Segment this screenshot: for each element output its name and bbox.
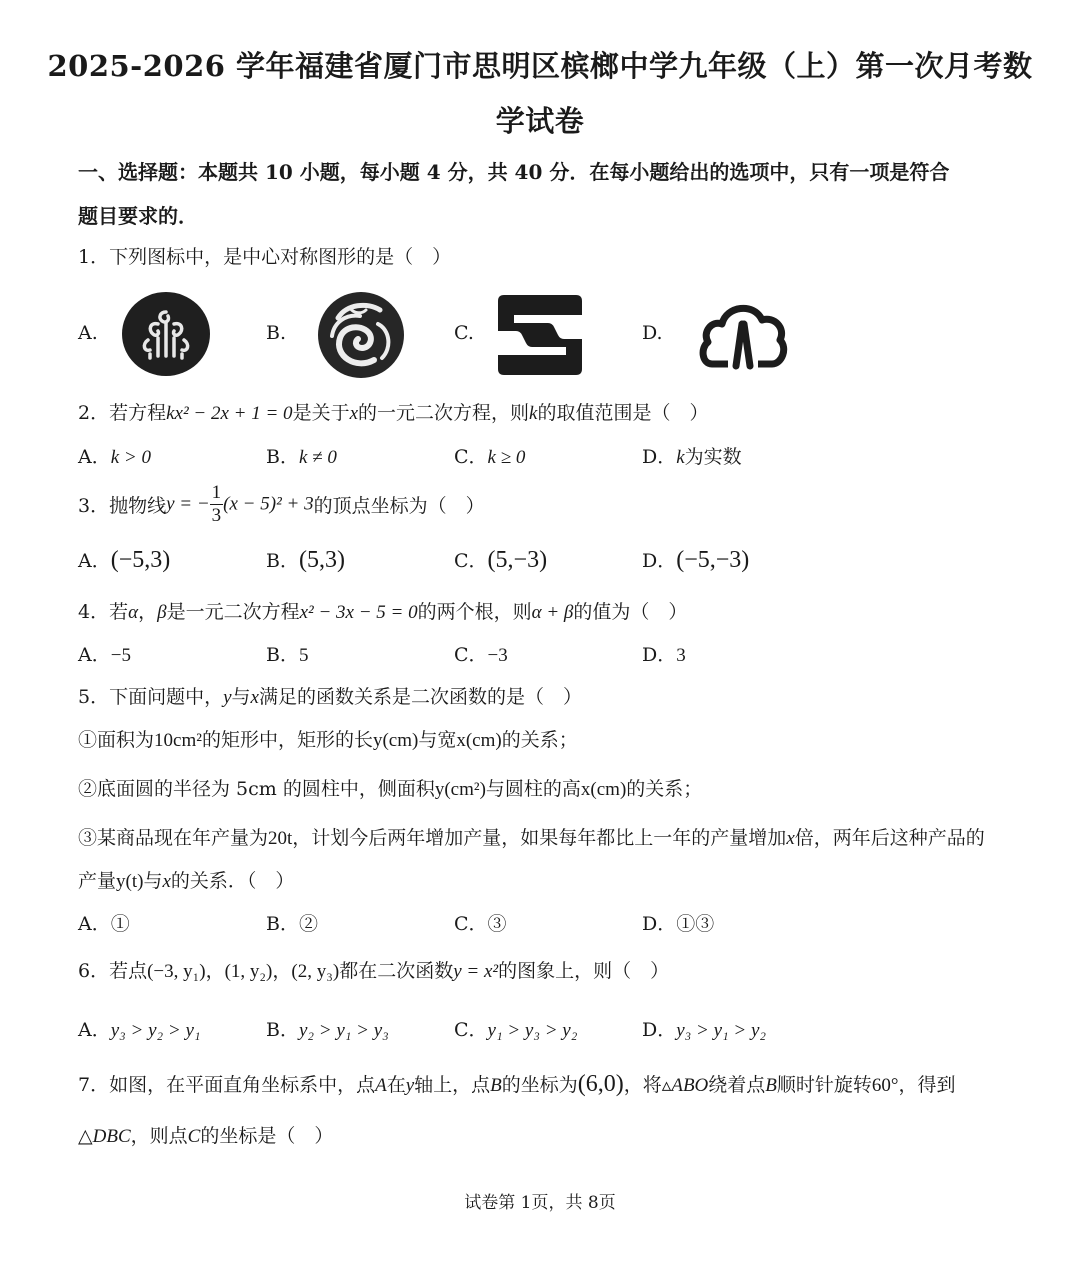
q5-option-b: B．②: [266, 913, 318, 935]
q4-option-b: B．5: [266, 644, 309, 666]
q2-option-d: D．k为实数: [642, 446, 742, 468]
question-3-stem: 3．抛物线y = − $\frac{1}{3}$ (x − 5)² + 3的顶点坐标为（ ）: [78, 482, 485, 526]
question-5-stem: 5．下面问题中，y与x满足的函数关系是二次函数的是（ ）: [78, 686, 582, 708]
q5-item-1: ①面积为10cm²的矩形中，矩形的长y(cm)与宽x(cm)的关系；: [78, 729, 578, 751]
q5-option-c: C．③: [454, 913, 507, 935]
section-heading: 一、选择题：本题共 10 小题，每小题 4 分，共 40 分．在每小题给出的选项中，只有一项是符合: [78, 160, 950, 184]
q1-option-a-label: A.: [78, 322, 98, 344]
q2-option-a: A．k > 0: [78, 446, 151, 468]
section-heading-cont: 题目要求的．: [78, 204, 198, 228]
s-block-icon: [496, 293, 584, 377]
q6-option-b: B．y₂ > y₁ > y₃: [266, 1019, 389, 1041]
q4-option-a: A．−5: [78, 644, 131, 666]
q6-option-a: A．y₃ > y₂ > y₁: [78, 1019, 201, 1041]
page-footer: 试卷第 1页，共 8页: [464, 1193, 616, 1213]
q4-option-d: D．3: [642, 644, 686, 666]
question-7-stem-cont: △DBC，则点C的坐标是（ ）: [78, 1125, 334, 1147]
q5-item-3-cont: 产量y(t)与x的关系．（ ）: [78, 870, 295, 892]
q2-option-c: C．k ≥ 0: [454, 446, 526, 468]
exam-title-line2: 学试卷: [495, 104, 585, 138]
q3-option-d: D．(−5,−3): [642, 547, 750, 573]
cloud-icon: [698, 294, 788, 370]
round-ornament-icon: [120, 290, 212, 378]
q1-option-b-label: B.: [266, 322, 287, 344]
q5-item-3: ③某商品现在年产量为20t，计划今后两年增加产量，如果每年都比上一年的产量增加x倍，两年后这种产品的: [78, 827, 985, 849]
question-4-stem: 4．若α，β是一元二次方程x² − 3x − 5 = 0的两个根，则α + β的值为（ ）: [78, 601, 688, 623]
q1-option-d-label: D.: [642, 322, 663, 344]
q3-option-b: B．(5,3): [266, 547, 345, 573]
q1-option-c-label: C.: [454, 322, 474, 344]
swirl-icon: [316, 290, 406, 380]
question-1-stem: 1．下列图标中，是中心对称图形的是（ ）: [78, 246, 452, 268]
q3-option-a: A．(−5,3): [78, 547, 171, 573]
q6-option-d: D．y₃ > y₁ > y₂: [642, 1019, 766, 1041]
question-2-stem: 2．若方程kx² − 2x + 1 = 0是关于x的一元二次方程，则k的取值范围是（ ）: [78, 402, 709, 424]
q4-option-c: C．−3: [454, 644, 508, 666]
q3-option-c: C．(5,−3): [454, 547, 548, 573]
q2-option-b: B．k ≠ 0: [266, 446, 337, 468]
q5-option-d: D．①③: [642, 913, 715, 935]
q5-option-a: A．①: [78, 913, 130, 935]
question-6-stem: 6．若点(−3, y₁)，(1, y₂)，(2, y₃)都在二次函数y = x²的图象上，则（ ）: [78, 960, 670, 982]
exam-title-line1: 2025-2026 学年福建省厦门市思明区槟榔中学九年级（上）第一次月考数: [47, 49, 1033, 83]
q5-item-2: ②底面圆的半径为 5cm 的圆柱中，侧面积y(cm²)与圆柱的高x(cm)的关系；: [78, 778, 703, 800]
question-7-stem: 7．如图，在平面直角坐标系中，点A在y轴上，点B的坐标为(6,0)，将▵ABO绕着点B顺时针旋转60°，得到: [78, 1071, 956, 1097]
q6-option-c: C．y₁ > y₃ > y₂: [454, 1019, 578, 1041]
fraction-one-third: $\frac{1}{3}$: [211, 482, 222, 526]
